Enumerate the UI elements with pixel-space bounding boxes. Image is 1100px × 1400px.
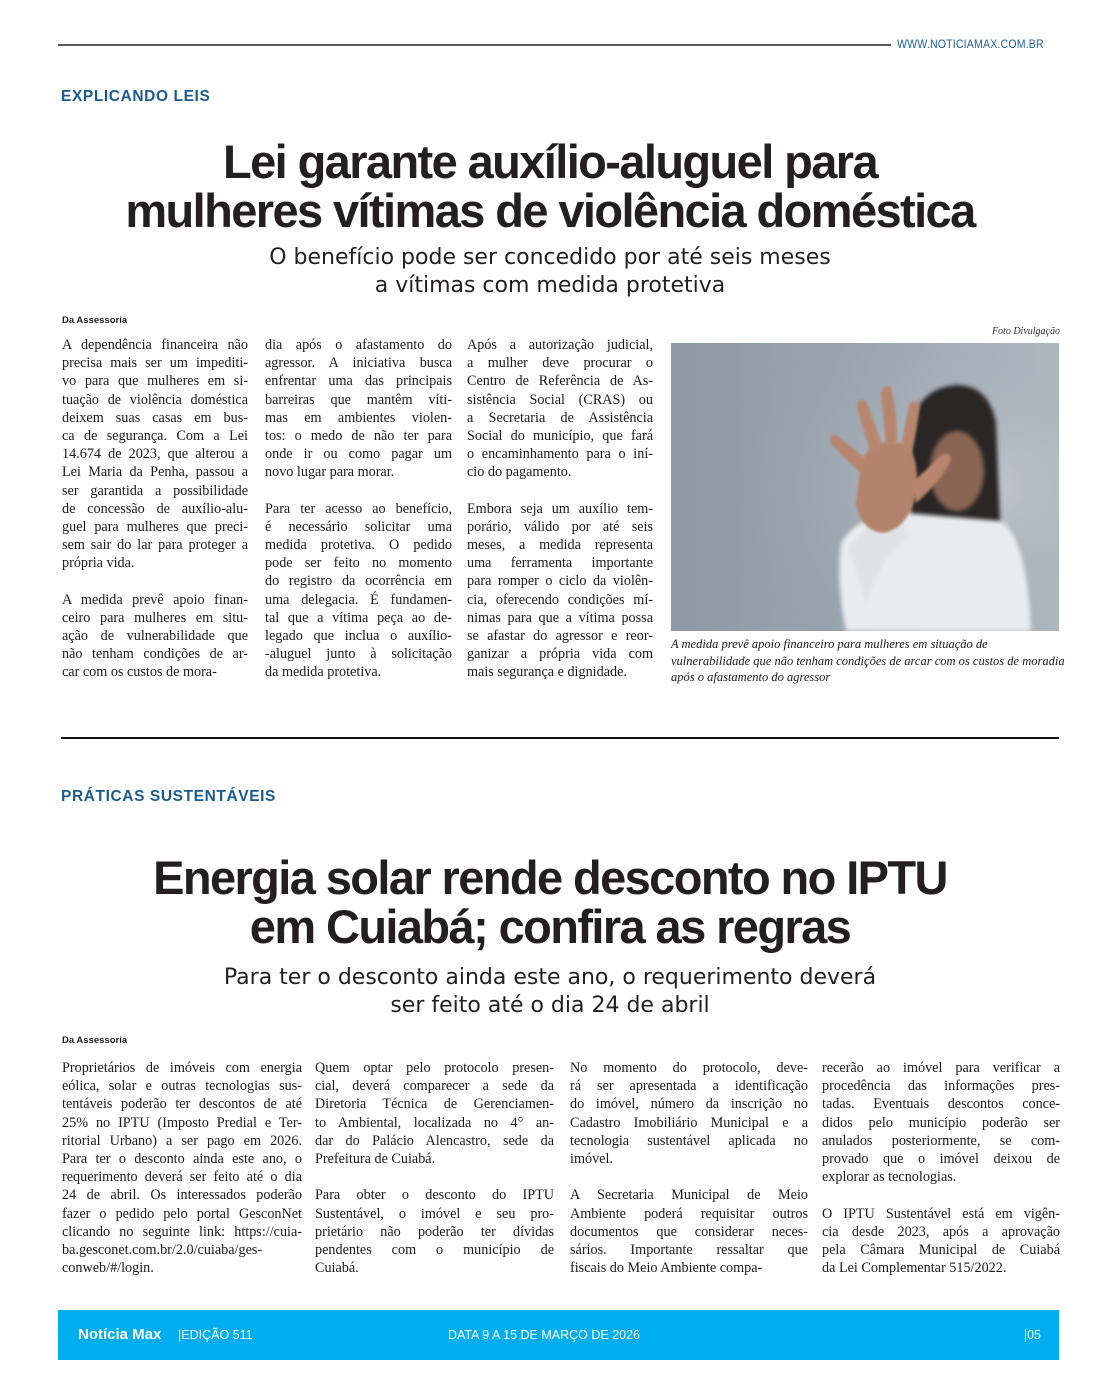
paragraph-gap (570, 1168, 808, 1186)
text-line: do imóvel, número da inscrição no (570, 1096, 808, 1113)
text-line: enfrentar uma das principais (265, 373, 452, 390)
paragraph-gap (62, 572, 248, 590)
text-line: didos pelo município poderão ser (822, 1114, 1060, 1131)
subhead-line: O benefício pode ser concedido por até seis meses (269, 245, 831, 270)
text-line: tadas. Eventuais descontos conce- (822, 1096, 1060, 1113)
subhead-line: a vítimas com medida protetiva (374, 272, 726, 298)
text-line: Prefeitura de Cuiabá. (315, 1150, 436, 1167)
paragraph-gap (467, 482, 653, 500)
article2-headline (40, 851, 1060, 953)
article2-column-3 (570, 1059, 808, 1277)
footer-date: DATA 9 A 15 DE MARÇO DE 2026 (448, 1328, 640, 1342)
footer-bar (58, 1310, 1059, 1360)
text-line: medida protetiva. O pedido (265, 537, 452, 554)
headline-line: em Cuiabá; confira as regras (249, 900, 851, 953)
text-line: precisa mais ser um impediti- (62, 355, 248, 372)
article2-column-4 (822, 1059, 1060, 1277)
text-line: provado que o imóvel deixou de (822, 1150, 1060, 1167)
text-line: imóvel. (570, 1150, 613, 1167)
text-line: Para ter o desconto ainda este ano, o (62, 1150, 302, 1167)
text-line: rá ser apresentada a identificação (570, 1078, 808, 1095)
text-line: pela Câmara Municipal de Cuiabá (822, 1241, 1060, 1258)
text-line: Diretoria Técnica de Gerenciamen- (315, 1096, 554, 1113)
text-line: Quem optar pelo protocolo presen- (315, 1060, 554, 1076)
text-line: ganizar a própria vida com (467, 646, 653, 663)
text-line: clicando no seguinte link: https://cuia- (62, 1223, 302, 1240)
text-line: nimas para que a vítima possa (467, 609, 653, 626)
photo-caption: A medida prevê apoio financeiro para mulheres em situação de vulnerabilidade que não tenham condições de arcar com os custos de moradia após o afastamento do agressor (671, 637, 1065, 684)
article2-column-1 (62, 1059, 302, 1277)
text-line: ceiro para mulheres em situ- (62, 609, 248, 626)
text-line: car com os custos de mora- (62, 664, 217, 681)
text-line: explorar as tecnologias. (822, 1169, 957, 1186)
text-line: eólica, solar e outras tecnologias sus- (62, 1078, 302, 1095)
text-line: uma ferramenta importante (467, 555, 653, 572)
text-line: deixem suas casas em bus- (62, 409, 248, 426)
text-line: Após a autorização judicial, (467, 337, 653, 353)
text-line: ser garantida a possibilidade (62, 482, 248, 499)
article1-photo (671, 343, 1059, 631)
text-line: da medida protetiva. (265, 664, 382, 681)
text-line: sem sair do lar para proteger a (62, 537, 248, 554)
text-line: -aluguel junto à solicitação (265, 646, 452, 663)
text-line: se afastar do agressor e reor- (467, 628, 653, 644)
text-line: barreiras que mantêm víti- (265, 391, 452, 408)
text-line: é necessário solicitar uma (265, 518, 452, 535)
text-line: cia, oferecendo condições mí- (467, 591, 653, 608)
section-label-explicando-leis: EXPLICANDO LEIS (61, 88, 211, 105)
paragraph-gap (315, 1168, 554, 1186)
subhead-line: Para ter o desconto ainda este ano, o requerimento deverá (223, 965, 877, 990)
text-line: porário, válido por até seis (467, 518, 653, 535)
text-line: fiscais do Meio Ambiente compa- (570, 1260, 763, 1277)
text-line: Centro de Referência de As- (467, 373, 653, 390)
text-line: requerimento deverá ser feito até o dia (62, 1169, 302, 1186)
headline-line: mulheres vítimas de violência doméstica (125, 184, 975, 237)
text-line: própria vida. (62, 555, 135, 572)
article2-byline: Da Assessoria (62, 1035, 128, 1046)
text-line: recerão ao imóvel para verificar a (822, 1060, 1060, 1076)
text-line: Cuiabá. (315, 1260, 359, 1277)
text-line: mais segurança e dignidade. (467, 664, 627, 681)
site-url[interactable]: WWW.NOTICIAMAX.COM.BR (897, 37, 1044, 51)
text-line: 25% no IPTU (Imposto Predial e Ter- (62, 1114, 302, 1131)
footer-page-number: |05 (1023, 1328, 1041, 1342)
paragraph-gap (822, 1186, 1060, 1204)
text-line: ação de vulnerabilidade que (62, 628, 248, 644)
text-line: 14.674 de 2023, que alterou a (62, 446, 248, 463)
text-line: fazer o pedido pelo portal GesconNet (62, 1205, 302, 1222)
text-line: cial, deverá comparecer a sede da (315, 1078, 554, 1095)
text-line: novo lugar para morar. (265, 464, 395, 481)
text-line: Para obter o desconto do IPTU (315, 1187, 554, 1204)
text-line: to Ambiental, localizada no 4° an- (315, 1114, 554, 1131)
text-line: dar do Palácio Alencastro, sede da (315, 1132, 554, 1149)
text-line: o encaminhamento para o iní- (467, 446, 653, 463)
article1-headline (40, 135, 1060, 237)
text-line: Sustentável, o imóvel e seu pro- (315, 1205, 554, 1222)
text-line: tuação de violência doméstica (62, 391, 248, 408)
article1-column-1 (62, 336, 248, 682)
text-line: A Secretaria Municipal de Meio (570, 1187, 808, 1204)
text-line: onde ir ou como pagar um (265, 446, 452, 463)
text-line: O IPTU Sustentável está em vigên- (822, 1205, 1060, 1222)
section-label-praticas-sustentaveis: PRÁTICAS SUSTENTÁVEIS (61, 788, 276, 805)
text-line: prietário não poderão ter dívidas (315, 1223, 554, 1240)
text-line: Social do município, que fará (467, 427, 653, 444)
text-line: ritorial Urbano) a ser pago em 2026. (62, 1132, 302, 1149)
text-line: para romper o ciclo da violên- (467, 573, 653, 590)
text-line: anulados posteriormente, se com- (822, 1132, 1060, 1149)
text-line: No momento do protocolo, deve- (570, 1060, 808, 1076)
text-line: não tenham condições de ar- (62, 646, 248, 663)
text-line: meses, a medida representa (467, 537, 653, 554)
text-line: uma delegacia. É fundamen- (265, 591, 452, 608)
text-line: Embora seja um auxílio tem- (467, 500, 653, 517)
text-line: Proprietários de imóveis com energia (62, 1060, 302, 1076)
article2-subhead (40, 964, 1060, 1020)
text-line: documentos que considerar neces- (570, 1223, 808, 1240)
text-line: A dependência financeira não (62, 337, 248, 353)
text-line: cia desde 2023, após a aprovação (822, 1223, 1060, 1240)
headline-line: Lei garante auxílio-aluguel para (223, 135, 877, 188)
paragraph-gap (265, 482, 452, 500)
text-line: de concessão de auxílio-alu- (62, 500, 248, 517)
text-line: A medida prevê apoio finan- (62, 591, 248, 608)
text-line: guel para mulheres que preci- (62, 518, 248, 535)
text-line: cio do pagamento. (467, 464, 572, 481)
text-line: procedência das informações pres- (822, 1078, 1060, 1095)
text-line: Lei Maria da Penha, passou a (62, 464, 248, 481)
article1-byline: Da Assessoria (62, 315, 128, 326)
text-line: conweb/#/login. (62, 1260, 154, 1277)
text-line: ca de segurança. Com a Lei (62, 427, 248, 444)
article1-subhead (40, 244, 1060, 300)
text-line: a Secretaria de Assistência (467, 409, 653, 426)
text-line: Ambiente poderá requisitar outros (570, 1205, 808, 1222)
article1-column-2 (265, 336, 452, 682)
text-line: tentáveis poderão ter descontos de até (62, 1096, 302, 1113)
text-line: da Lei Complementar 515/2022. (822, 1260, 1007, 1277)
text-line: Cadastro Imobiliário Municipal e a (570, 1114, 808, 1131)
text-line: tos: o medo de não ter para (265, 427, 452, 444)
article1-column-3 (467, 336, 653, 682)
photo-credit: Foto Divulgação (991, 326, 1060, 337)
article2-column-2 (315, 1059, 554, 1277)
section-divider (61, 737, 1059, 739)
footer-brand: Notícia Max (78, 1326, 162, 1343)
text-line: agressor. A iniciativa busca (265, 355, 452, 372)
footer-edition: |EDIÇÃO 511 (178, 1328, 253, 1342)
text-line: do registro da ocorrência em (265, 573, 452, 590)
text-line: sistência Social (CRAS) ou (467, 391, 653, 408)
woman-stop-gesture-illustration (671, 343, 1059, 631)
text-line: Para ter acesso ao benefício, (265, 500, 452, 517)
text-line: dia após o afastamento do (265, 337, 452, 353)
text-line: tal que a vítima peça ao de- (265, 609, 452, 626)
text-line: pode ser feito no momento (265, 555, 452, 572)
text-line: a mulher deve procurar o (467, 355, 653, 372)
text-line: sários. Importante ressaltar que (570, 1241, 808, 1258)
text-line: legado que inclua o auxílio- (265, 628, 452, 644)
text-line: ba.gesconet.com.br/2.0/cuiaba/ges- (62, 1241, 263, 1258)
subhead-line: ser feito até o dia 24 de abril (390, 992, 710, 1018)
text-line: vo para que mulheres em si- (62, 373, 248, 390)
headline-line: Energia solar rende desconto no IPTU (153, 851, 947, 904)
text-line: 24 de abril. Os interessados poderão (62, 1187, 302, 1204)
header-rule (58, 44, 891, 46)
text-line: pendentes com o município de (315, 1241, 554, 1258)
text-line: mas em ambientes violen- (265, 409, 452, 426)
text-line: tecnologia sustentável aplicada no (570, 1132, 808, 1149)
